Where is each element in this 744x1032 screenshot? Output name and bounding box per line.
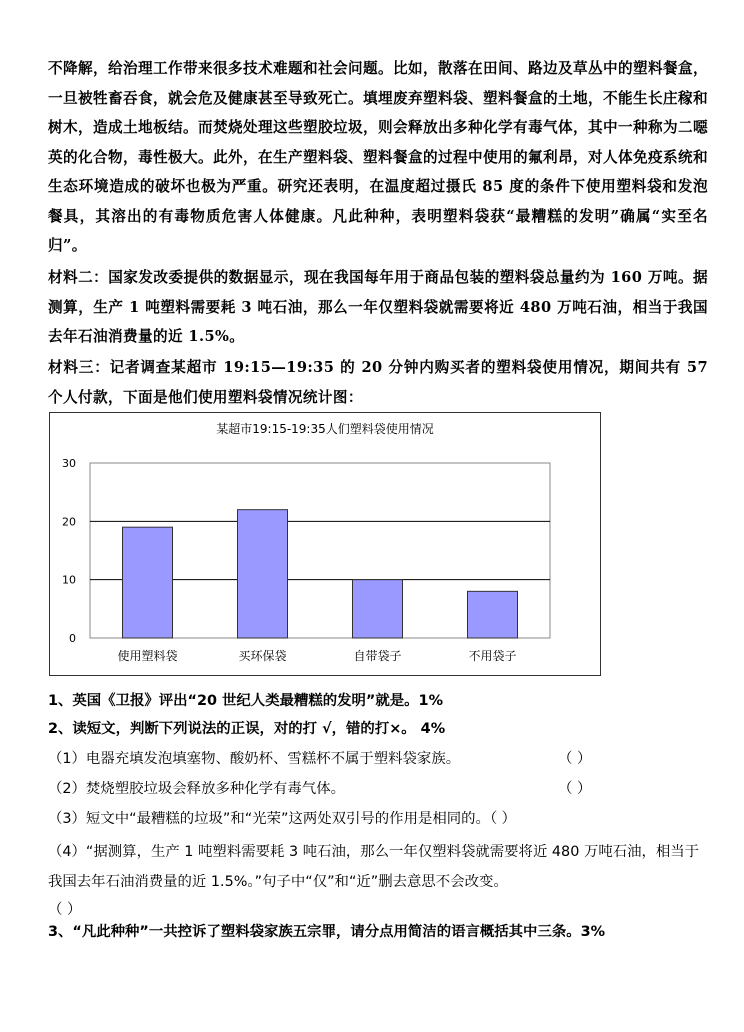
x-tick-label-1: 买环保袋: [238, 649, 287, 663]
question-2-1-text: （1）电器充填发泡填塞物、酸奶杯、雪糕杯不属于塑料袋家族。: [48, 751, 461, 767]
bar-chart-svg: [50, 413, 600, 675]
bar-0: [123, 527, 173, 638]
answer-blank-2-4[interactable]: （ ）: [48, 902, 82, 918]
material-3-paragraph: 材料三：记者调查某超市 19:15—19:35 的 20 分钟内购买者的塑料袋使用情况，期间共有 57 个人付款，下面是他们使用塑料袋情况统计图：: [48, 359, 708, 406]
bar-3: [468, 591, 518, 638]
question-2-3[interactable]: （3）短文中“最糟糕的垃圾”和“光荣”这两处双引号的作用是相同的。（ ）: [48, 811, 517, 827]
bar-1: [238, 510, 288, 638]
question-3: 3、“凡此种种”一共控诉了塑料袋家族五宗罪，请分点用简洁的语言概括其中三条。3%: [48, 924, 606, 940]
bar-chart: [49, 412, 601, 676]
y-tick-label-3: 30: [62, 457, 76, 470]
bar-2: [353, 580, 403, 638]
y-tick-label-2: 20: [62, 515, 76, 529]
material-2-paragraph: 材料二：国家发改委提供的数据显示，现在我国每年用于商品包装的塑料袋总量约为 160 万吨。据测算，生产 1 吨塑料需要耗 3 吨石油，那么一年仅塑料袋就需要将近 480 万吨石油，相当于我国去年石油消费量的近 1.5%。: [48, 269, 708, 345]
y-tick-label-1: 10: [62, 573, 76, 587]
question-1: 1、英国《卫报》评出“20 世纪人类最糟糕的发明”就是。1%: [48, 693, 443, 709]
material-1-paragraph: 不降解，给治理工作带来很多技术难题和社会问题。比如，散落在田间、路边及草丛中的塑料餐盒，一旦被牲畜吞食，就会危及健康甚至导致死亡。填埋废弃塑料袋、塑料餐盒的土地，不能生长庄稼和树木，造成土地板结。而焚烧处理这些塑胶垃圾，则会释放出多种化学有毒气体，其中一种称为二噁英的化合物，毒性极大。此外，在生产塑料袋、塑料餐盒的过程中使用的氟利昂，对人体免疫系统和生态环境造成的破坏也极为严重。研究还表明，在温度超过摄氏 85 度的条件下使用塑料袋和发泡餐具，其溶出的有毒物质危害人体健康。凡此种种，表明塑料袋获“最糟糕的发明”确属“实至名归”。: [48, 60, 708, 254]
x-tick-label-0: 使用塑料袋: [117, 649, 178, 663]
question-2: 2、读短文，判断下列说法的正误，对的打 √，错的打×。 4%: [48, 721, 446, 737]
x-tick-label-2: 自带袋子: [353, 649, 402, 663]
question-2-2-text: （2）焚烧塑胶垃圾会释放多种化学有毒气体。: [48, 781, 345, 797]
chart-title: 某超市19:15-19:35人们塑料袋使用情况: [216, 422, 434, 436]
answer-blank-2-2[interactable]: （ ）: [558, 781, 592, 797]
question-2-4: （4）“据测算，生产 1 吨塑料需要耗 3 吨石油，那么一年仅塑料袋就需要将近 480 万吨石油，相当于我国去年石油消费量的近 1.5%。”句子中“仅”和“近”删去意思不会改变。: [48, 844, 700, 890]
x-tick-label-3: 不用袋子: [468, 649, 517, 663]
answer-blank-2-1[interactable]: （ ）: [558, 751, 592, 767]
y-tick-label-0: 0: [69, 632, 76, 645]
